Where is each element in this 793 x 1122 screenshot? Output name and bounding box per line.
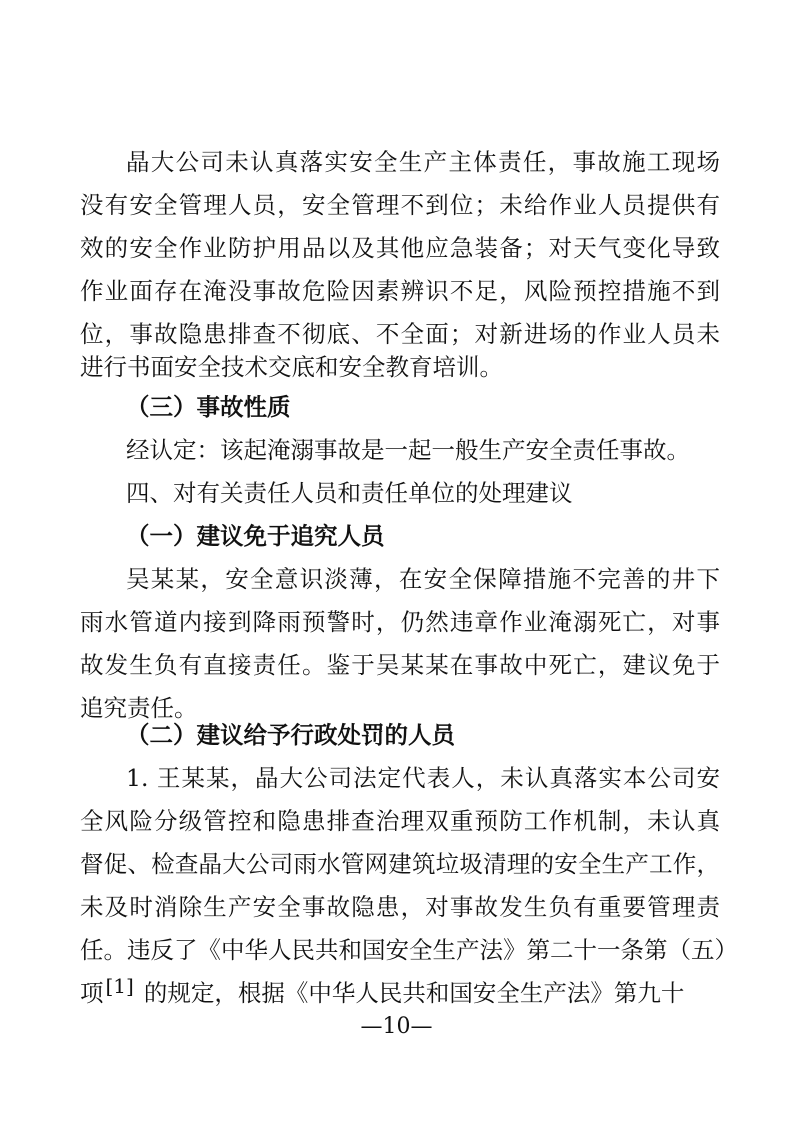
paragraph-line: 经认定：该起淹溺事故是一起一般生产安全责任事故。 <box>126 436 690 464</box>
heading-exempt: （一）建议免于追究人员 <box>126 522 385 550</box>
paragraph-line: 督促、检查晶大公司雨水管网建筑垃圾清理的安全生产工作， <box>80 850 720 878</box>
paragraph-line: 故发生负有直接责任。鉴于吴某某在事故中死亡，建议免于 <box>80 651 720 679</box>
paragraph-text: 的规定，根据《中华人民共和国安全生产法》第九十 <box>143 979 685 1007</box>
footnote-reference[interactable]: [1] <box>105 974 134 998</box>
paragraph-line: 效的安全作业防护用品以及其他应急装备；对天气变化导致 <box>80 234 720 262</box>
paragraph-line: 任。违反了《中华人民共和国安全生产法》第二十一条第（五） <box>80 936 738 964</box>
heading-accident-nature: （三）事故性质 <box>126 393 291 421</box>
page-number: —10— <box>360 1014 433 1039</box>
paragraph-line: 吴某某，安全意识淡薄，在安全保障措施不完善的井下 <box>126 565 720 593</box>
paragraph-line: 位，事故隐患排查不彻底、不全面；对新进场的作业人员未 <box>80 320 720 348</box>
paragraph-line: 雨水管道内接到降雨预警时，仍然违章作业淹溺死亡，对事 <box>80 608 720 636</box>
paragraph-line: 追究责任。 <box>80 694 198 722</box>
paragraph-line: 晶大公司未认真落实安全生产主体责任，事故施工现场 <box>126 148 720 176</box>
paragraph-line: 全风险分级管控和隐患排查治理双重预防工作机制，未认真 <box>80 807 720 835</box>
paragraph-line: 1. 王某某，晶大公司法定代表人，未认真落实本公司安 <box>126 764 720 792</box>
paragraph-line <box>80 974 720 1009</box>
paragraph-line: 进行书面安全技术交底和安全教育培训。 <box>80 353 503 381</box>
paragraph-line: 未及时消除生产安全事故隐患，对事故发生负有重要管理责 <box>80 893 720 921</box>
paragraph-text: 项 <box>80 979 104 1007</box>
section-heading: 四、对有关责任人员和责任单位的处理建议 <box>126 479 573 507</box>
paragraph-line: 作业面存在淹没事故危险因素辨识不足，风险预控措施不到 <box>80 277 720 305</box>
paragraph-line: 没有安全管理人员，安全管理不到位；未给作业人员提供有 <box>80 191 720 219</box>
heading-penalty: （二）建议给予行政处罚的人员 <box>126 721 455 749</box>
